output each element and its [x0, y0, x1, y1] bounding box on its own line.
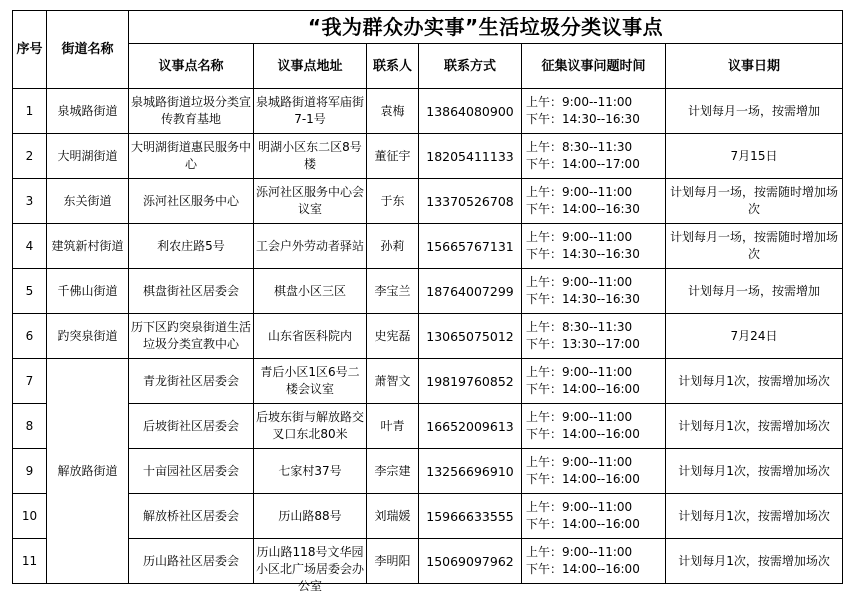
- table-row: [13, 179, 843, 224]
- contact-phone: 13256696910: [419, 449, 522, 494]
- table-row: [13, 89, 843, 134]
- time-morning: 上午：9:00--11:00: [526, 545, 633, 559]
- point-name: 利农庄路5号: [129, 224, 254, 269]
- street-name: 建筑新村街道: [47, 224, 129, 269]
- point-address-text: 青后小区1区6号二楼会议室: [260, 365, 360, 396]
- meeting-date: 计划每月1次，按需增加场次: [666, 539, 843, 584]
- row-index: 9: [13, 449, 47, 494]
- row-index: 5: [13, 269, 47, 314]
- contact-person: 刘瑞媛: [367, 494, 419, 539]
- point-address-text: 历山路88号: [278, 508, 342, 523]
- contact-phone: 13370526708: [419, 179, 522, 224]
- row-index: 10: [13, 494, 47, 539]
- street-name: 大明湖街道: [47, 134, 129, 179]
- header-point-name: 议事点名称: [129, 44, 254, 89]
- table-row: [13, 269, 843, 314]
- table-row: [13, 494, 843, 539]
- time-afternoon: 下午：14:00--16:00: [526, 517, 640, 531]
- row-index: 4: [13, 224, 47, 269]
- point-address-text: 泺河社区服务中心会议室: [256, 185, 365, 216]
- point-address: [254, 314, 367, 359]
- table-row: [13, 404, 843, 449]
- time-afternoon: 下午：14:00--16:30: [526, 202, 640, 216]
- point-address-text: 棋盘小区三区: [273, 283, 346, 298]
- header-date: 议事日期: [666, 44, 843, 89]
- point-address-text: 历山路118号文华园小区北广场居委会办公室: [256, 545, 365, 593]
- row-index: 2: [13, 134, 47, 179]
- contact-person: 史宪磊: [367, 314, 419, 359]
- contact-person: 李宗建: [367, 449, 419, 494]
- table-row: [13, 449, 843, 494]
- meeting-date: 计划每月1次，按需增加场次: [666, 359, 843, 404]
- time-afternoon: 下午：14:30--16:30: [526, 112, 640, 126]
- time-morning: 上午：9:00--11:00: [526, 455, 633, 469]
- point-name: 十亩园社区居委会: [129, 449, 254, 494]
- point-address: [254, 269, 367, 314]
- contact-person: 萧智文: [367, 359, 419, 404]
- table-row: [13, 359, 843, 404]
- collection-time: [522, 89, 666, 134]
- time-afternoon: 下午：13:30--17:00: [526, 337, 640, 351]
- time-morning: 上午：9:00--11:00: [526, 410, 633, 424]
- collection-time: [522, 224, 666, 269]
- point-name: 后坡街社区居委会: [129, 404, 254, 449]
- point-address: [254, 134, 367, 179]
- time-morning: 上午：9:00--11:00: [526, 230, 633, 244]
- point-address: [254, 179, 367, 224]
- row-index: 1: [13, 89, 47, 134]
- contact-phone: 15069097962: [419, 539, 522, 584]
- time-morning: 上午：9:00--11:00: [526, 95, 633, 109]
- point-address-text: 工会户外劳动者驿站: [256, 238, 365, 253]
- contact-person: 孙莉: [367, 224, 419, 269]
- point-name: 历山路社区居委会: [129, 539, 254, 584]
- contact-phone: 13065075012: [419, 314, 522, 359]
- point-address-text: 后坡东街与解放路交叉口东北80米: [256, 410, 365, 441]
- meeting-date: 计划每月一场，按需随时增加场次: [666, 224, 843, 269]
- time-afternoon: 下午：14:30--16:30: [526, 292, 640, 306]
- point-name: 解放桥社区居委会: [129, 494, 254, 539]
- header-street: 街道名称: [47, 11, 129, 89]
- point-address: [254, 404, 367, 449]
- contact-phone: 16652009613: [419, 404, 522, 449]
- row-index: 6: [13, 314, 47, 359]
- row-index: 7: [13, 359, 47, 404]
- time-morning: 上午：9:00--11:00: [526, 500, 633, 514]
- table-row: [13, 134, 843, 179]
- street-name: 趵突泉街道: [47, 314, 129, 359]
- street-name-merged: 解放路街道: [47, 359, 129, 584]
- time-afternoon: 下午：14:00--16:00: [526, 382, 640, 396]
- point-address: [254, 224, 367, 269]
- meeting-date: 计划每月1次，按需增加场次: [666, 494, 843, 539]
- point-name: 泉城路街道垃圾分类宣传教育基地: [129, 89, 254, 134]
- collection-time: [522, 269, 666, 314]
- header-phone: 联系方式: [419, 44, 522, 89]
- contact-person: 袁梅: [367, 89, 419, 134]
- point-address-text: 山东省医科院内: [267, 328, 352, 343]
- contact-phone: 13864080900: [419, 89, 522, 134]
- meeting-date: 计划每月1次，按需增加场次: [666, 449, 843, 494]
- contact-phone: 19819760852: [419, 359, 522, 404]
- meeting-points-table: [12, 10, 843, 593]
- header-contact: 联系人: [367, 44, 419, 89]
- point-address: [254, 539, 367, 593]
- street-name: 东关街道: [47, 179, 129, 224]
- contact-phone: 15665767131: [419, 224, 522, 269]
- meeting-date: 7月15日: [666, 134, 843, 179]
- row-index: 8: [13, 404, 47, 449]
- contact-phone: 15966633555: [419, 494, 522, 539]
- meeting-date: 计划每月1次，按需增加场次: [666, 404, 843, 449]
- time-morning: 上午：8:30--11:30: [526, 320, 633, 334]
- time-afternoon: 下午：14:00--16:00: [526, 427, 640, 441]
- contact-person: 于东: [367, 179, 419, 224]
- point-address: [254, 89, 367, 134]
- time-morning: 上午：9:00--11:00: [526, 185, 633, 199]
- collection-time: [522, 494, 666, 539]
- collection-time: [522, 179, 666, 224]
- table-title: “我为群众办实事”生活垃圾分类议事点: [129, 11, 843, 44]
- collection-time: [522, 314, 666, 359]
- row-index: 3: [13, 179, 47, 224]
- collection-time: [522, 539, 666, 584]
- table-row: [13, 314, 843, 359]
- contact-phone: 18205411133: [419, 134, 522, 179]
- meeting-date: 计划每月一场，按需随时增加场次: [666, 179, 843, 224]
- point-address: [254, 449, 367, 494]
- table-row: [13, 539, 843, 584]
- contact-person: 董征宇: [367, 134, 419, 179]
- header-address: 议事点地址: [254, 44, 367, 89]
- point-address: [254, 494, 367, 539]
- point-name: 泺河社区服务中心: [129, 179, 254, 224]
- point-address: [254, 359, 367, 404]
- contact-person: 叶青: [367, 404, 419, 449]
- point-name: 大明湖街道惠民服务中心: [129, 134, 254, 179]
- collection-time: [522, 449, 666, 494]
- point-address-text: 泉城路街道将军庙街7-1号: [256, 95, 365, 126]
- collection-time: [522, 134, 666, 179]
- time-morning: 上午：9:00--11:00: [526, 365, 633, 379]
- time-morning: 上午：8:30--11:30: [526, 140, 633, 154]
- time-afternoon: 下午：14:30--16:30: [526, 247, 640, 261]
- header-index: 序号: [13, 11, 47, 89]
- row-index: 11: [13, 539, 47, 584]
- time-afternoon: 下午：14:00--16:00: [526, 472, 640, 486]
- collection-time: [522, 359, 666, 404]
- contact-person: 李明阳: [367, 539, 419, 584]
- meeting-date: 计划每月一场，按需增加: [666, 269, 843, 314]
- header-time: 征集议事问题时间: [522, 44, 666, 89]
- point-name: 棋盘街社区居委会: [129, 269, 254, 314]
- contact-phone: 18764007299: [419, 269, 522, 314]
- street-name: 千佛山街道: [47, 269, 129, 314]
- time-morning: 上午：9:00--11:00: [526, 275, 633, 289]
- meeting-date: 计划每月一场，按需增加: [666, 89, 843, 134]
- time-afternoon: 下午：14:00--16:00: [526, 562, 640, 576]
- time-afternoon: 下午：14:00--17:00: [526, 157, 640, 171]
- point-address-text: 明湖小区东二区8号楼: [258, 140, 362, 171]
- contact-person: 李宝兰: [367, 269, 419, 314]
- point-address-text: 七家村37号: [278, 463, 342, 478]
- point-name: 青龙街社区居委会: [129, 359, 254, 404]
- collection-time: [522, 404, 666, 449]
- point-name: 历下区趵突泉街道生活垃圾分类宣教中心: [129, 314, 254, 359]
- table-row: [13, 224, 843, 269]
- street-name: 泉城路街道: [47, 89, 129, 134]
- meeting-date: 7月24日: [666, 314, 843, 359]
